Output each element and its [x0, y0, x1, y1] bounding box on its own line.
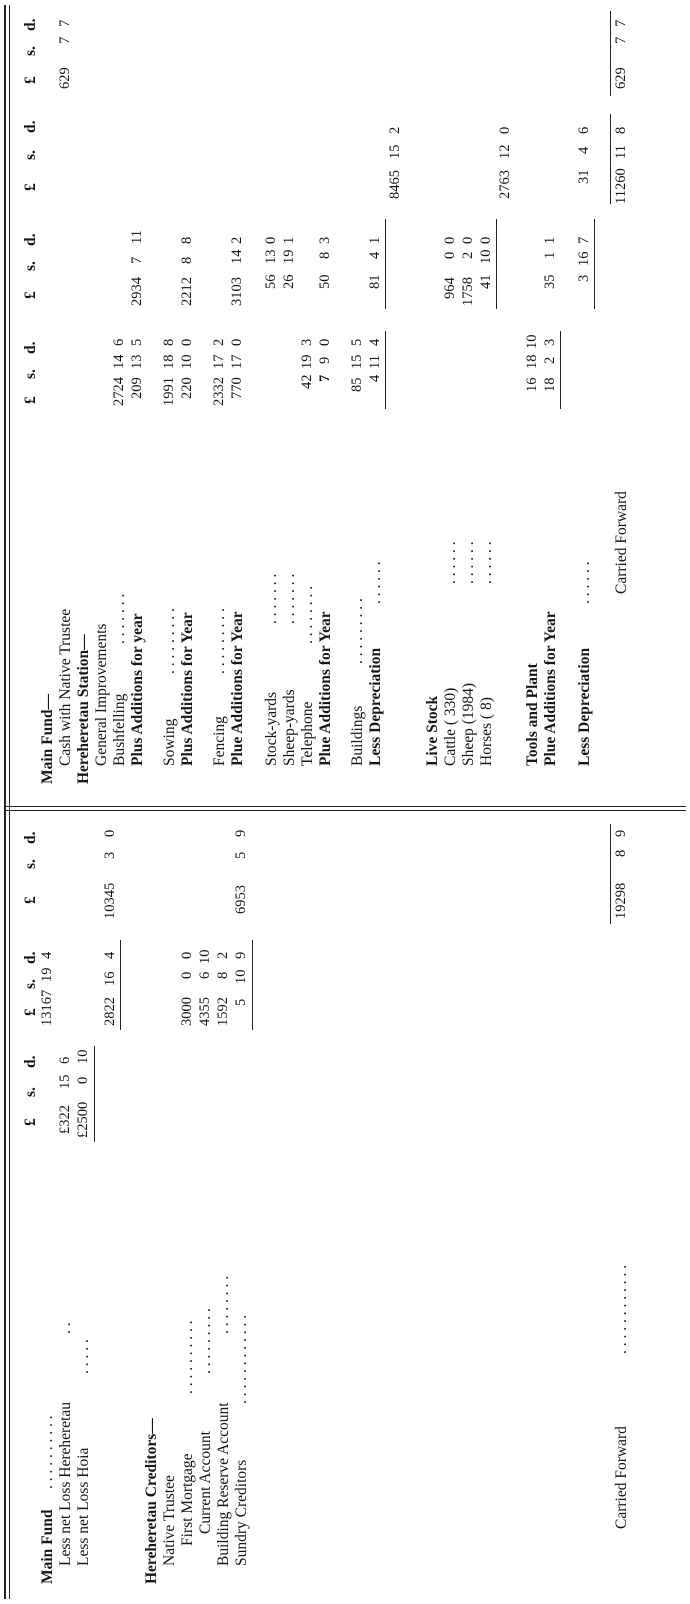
tools-total-d: 6 — [576, 126, 592, 134]
dot-leader: . . — [57, 1322, 74, 1334]
cattle-label: Cattle ( 330) — [442, 687, 459, 766]
stock-yards-pound: 56 — [263, 274, 279, 289]
buildings-d: 5 — [349, 338, 365, 346]
main-total-s: 7 — [613, 36, 629, 44]
tools-less-s: 16 — [576, 251, 592, 266]
grand-total-d: 9 — [613, 829, 629, 837]
header-shilling-r1: s. — [22, 369, 39, 379]
header-shilling-2: s. — [22, 979, 39, 989]
improvements-total-d: 2 — [387, 126, 403, 134]
loss-hoia-pound: £2500 — [75, 1101, 91, 1138]
live-stock-total-pound: 2763 — [497, 170, 513, 199]
first-mortgage-d: 0 — [179, 951, 195, 959]
dot-leader: . . . . . . — [367, 561, 384, 604]
bushfelling-add-label: Plus Additions for year — [129, 613, 146, 766]
bushfelling-d: 6 — [111, 338, 127, 346]
sheep-yards-label: Sheep-yards — [281, 689, 298, 766]
header-pence-r2: d. — [22, 233, 39, 246]
main-total-pound: 629 — [613, 67, 629, 89]
dot-leader: . . . . . — [75, 1339, 92, 1374]
creditors-total-pound: 6953 — [233, 885, 249, 914]
bushfelling-add-d: 5 — [129, 338, 145, 346]
main-fund-label: Main Fund — [39, 1509, 56, 1584]
dot-leader: . . . . . . . — [263, 573, 280, 624]
improvements-total-pound: 8465 — [387, 170, 403, 199]
current-account-s: 6 — [197, 971, 213, 979]
horses-d: 0 — [478, 236, 494, 244]
horses-pound: 41 — [478, 274, 494, 289]
subtotal-rule — [560, 331, 561, 409]
sheep-pound: 1758 — [460, 277, 476, 306]
subtotal-rule — [594, 219, 595, 309]
column-divider — [4, 810, 686, 811]
bushfelling-pound: 2724 — [111, 377, 127, 406]
sowing-add-pound: 220 — [179, 377, 195, 399]
cash-d: 7 — [57, 19, 73, 27]
bushfelling-total-pound: 2934 — [129, 277, 145, 306]
sundry-creditors-d: 9 — [233, 951, 249, 959]
fencing-total-d: 2 — [229, 236, 245, 244]
main-fund-total-s: 3 — [102, 851, 118, 859]
net-main-fund-s: 16 — [102, 971, 118, 986]
station-total-pound: 11260 — [613, 168, 629, 204]
sowing-add-d: 0 — [179, 338, 195, 346]
station-total-d: 8 — [613, 126, 629, 134]
buildings-total-d: 1 — [367, 236, 383, 244]
carried-forward-left: Carried Forward — [613, 1426, 630, 1529]
creditors-total-d: 9 — [233, 829, 249, 837]
telephone-add-d: 0 — [317, 338, 333, 346]
fencing-d: 2 — [211, 338, 227, 346]
telephone-total-s: 8 — [317, 251, 333, 259]
total-rule — [610, 824, 611, 924]
telephone-add-label: Plue Additions for Year — [317, 611, 334, 766]
dot-leader: . . . . . . . . . — [197, 1308, 214, 1374]
sundry-creditors-pound: 5 — [233, 998, 249, 1006]
dot-leader: . . . . . . — [442, 541, 459, 584]
fencing-total-pound: 3103 — [229, 277, 245, 306]
header-pound-r3: £ — [22, 183, 39, 191]
header-shilling-r3: s. — [22, 150, 39, 160]
live-stock-total-d: 0 — [497, 126, 513, 134]
creditors-heading: Hereheretau Creditors— — [143, 1418, 160, 1584]
cash-s: 7 — [57, 36, 73, 44]
tools-sub-pound: 35 — [542, 274, 558, 289]
grand-total-pound: 19298 — [613, 882, 629, 919]
dot-leader: . . . . . . . . — [299, 585, 316, 644]
fencing-s: 17 — [211, 354, 227, 369]
header-pound-r2: £ — [22, 291, 39, 299]
current-account-pound: 4355 — [197, 997, 213, 1026]
header-pence-2: d. — [22, 951, 39, 964]
telephone-add-pound: 7 — [317, 374, 333, 382]
telephone-add-s: 9 — [317, 356, 333, 364]
telephone-pound: 42 — [299, 374, 315, 389]
telephone-s: 19 — [299, 354, 315, 369]
telephone-total-d: 3 — [317, 236, 333, 244]
header-pound-1: £ — [22, 1118, 39, 1126]
buildings-less-s: 11 — [367, 355, 383, 369]
fencing-add-s: 17 — [229, 354, 245, 369]
sowing-total-pound: 2212 — [179, 277, 195, 306]
dot-leader: . . . . . . — [478, 541, 495, 584]
buildings-total-pound: 81 — [367, 274, 383, 289]
current-account-label: Current Account — [197, 1431, 214, 1534]
live-stock-total-s: 12 — [497, 144, 513, 159]
dot-leader: . . . . . . . . . . . . — [613, 1264, 630, 1354]
sheep-d: 0 — [460, 236, 476, 244]
loss-hereheretau-d: 6 — [57, 1056, 73, 1064]
dot-leader: . . . . . . — [460, 541, 477, 584]
sowing-add-s: 10 — [179, 354, 195, 369]
improvements-total-s: 15 — [387, 144, 403, 159]
header-pence-3: d. — [22, 831, 39, 844]
subtotal-rule — [385, 219, 386, 309]
creditors-total-s: 5 — [233, 851, 249, 859]
sheep-label: Sheep (1984) — [460, 682, 477, 766]
tools-s: 18 — [524, 354, 540, 369]
header-pound-r1: £ — [22, 396, 39, 404]
sheep-yards-s: 19 — [281, 249, 297, 264]
sheep-s: 2 — [460, 251, 476, 259]
buildings-total-s: 4 — [367, 251, 383, 259]
horses-s: 10 — [478, 249, 494, 264]
sheep-yards-d: 1 — [281, 236, 297, 244]
main-fund-d: 4 — [39, 951, 55, 959]
column-divider-2 — [4, 806, 686, 807]
dot-leader: . . . . . . . . . . — [39, 1415, 56, 1489]
tools-add-s: 2 — [542, 356, 558, 364]
loss-hereheretau-pound: £322 — [57, 1105, 73, 1134]
fencing-add-pound: 770 — [229, 377, 245, 399]
dot-leader: . . . . . . . — [111, 593, 128, 644]
less-loss-hereheretau-label: Less net Loss Hereheretau — [57, 1402, 74, 1566]
fencing-add-d: 0 — [229, 338, 245, 346]
net-main-fund-pound: 2822 — [102, 997, 118, 1026]
buildings-label: Buildings — [349, 705, 366, 766]
buildings-less-label: Less Depreciation — [367, 647, 384, 766]
main-fund-total-pound: 10345 — [102, 882, 118, 919]
tools-less-label: Less Depreciation — [576, 647, 593, 766]
header-shilling-r2: s. — [22, 261, 39, 271]
tools-less-pound: 3 — [576, 274, 592, 282]
native-trustee-label: Native Trustee — [161, 1475, 178, 1566]
sundry-creditors-label: Sundry Creditors — [233, 1459, 250, 1566]
header-pound-2: £ — [22, 1008, 39, 1016]
main-fund-total-d: 0 — [102, 829, 118, 837]
loss-hereheretau-s: 15 — [57, 1074, 73, 1089]
header-pence-1: d. — [22, 1055, 39, 1068]
cash-pound: 629 — [57, 67, 73, 89]
cattle-d: 0 — [442, 236, 458, 244]
telephone-d: 3 — [299, 338, 315, 346]
header-shilling-r4: s. — [22, 46, 39, 56]
header-pence-r1: d. — [22, 341, 39, 354]
building-reserve-d: 2 — [215, 951, 231, 959]
tools-add-label: Plue Additions for Year — [542, 611, 559, 766]
first-mortgage-s: 0 — [179, 971, 195, 979]
subtotal-rule — [120, 940, 121, 1030]
tools-add-pound: 18 — [542, 377, 558, 392]
cattle-pound: 964 — [442, 277, 458, 299]
loss-hoia-d: 10 — [75, 1049, 91, 1064]
bushfelling-s: 14 — [111, 354, 127, 369]
tools-less-d: 7 — [576, 236, 592, 244]
dot-leader: . . . . . . . . . — [349, 598, 366, 664]
sowing-d: 8 — [161, 338, 177, 346]
loss-hoia-s: 0 — [75, 1076, 91, 1084]
bushfelling-add-s: 13 — [129, 354, 145, 369]
bushfelling-total-d: 11 — [129, 230, 145, 244]
buildings-s: 15 — [349, 354, 365, 369]
dot-leader: . . . . . . . . . . . . — [233, 1314, 250, 1404]
dot-leader: . . . . . . . . . — [211, 608, 228, 674]
stock-yards-label: Stock-yards — [263, 691, 280, 766]
header-pence-r4: d. — [22, 18, 39, 31]
sowing-label: Sowing — [161, 718, 178, 766]
general-improvements-label: General Improvements — [93, 623, 110, 766]
sowing-s: 18 — [161, 354, 177, 369]
first-mortgage-label: First Mortgage — [179, 1453, 196, 1546]
fencing-total-s: 14 — [229, 249, 245, 264]
bushfelling-label: Bushfelling — [111, 693, 128, 766]
top-rule-thin — [9, 5, 10, 1599]
sowing-add-label: Plus Additions for Year — [179, 612, 196, 766]
dot-leader: . . . . . . . . . . — [179, 1320, 196, 1394]
buildings-less-pound: 4 — [367, 374, 383, 382]
building-reserve-label: Building Reserve Account — [215, 1402, 232, 1566]
bushfelling-add-pound: 209 — [129, 377, 145, 399]
fencing-add-label: Plue Additions for Year — [229, 611, 246, 766]
cattle-s: 0 — [442, 251, 458, 259]
dot-leader: . . . . . . . . . — [161, 608, 178, 674]
subtotal-rule — [385, 331, 386, 409]
tools-add-d: 3 — [542, 338, 558, 346]
first-mortgage-pound: 3000 — [179, 997, 195, 1026]
current-account-d: 10 — [197, 949, 213, 964]
header-pence-r3: d. — [22, 120, 39, 133]
dot-leader: . . . . . . . — [281, 573, 298, 624]
main-fund-pound: 13167 — [39, 989, 55, 1026]
tools-sub-s: 1 — [542, 251, 558, 259]
main-fund-s: 19 — [39, 967, 55, 982]
station-heading: Hereheretau Station— — [75, 634, 92, 784]
right-main-fund: Main Fund— — [39, 693, 56, 784]
top-rule — [4, 5, 6, 1599]
tools-d: 10 — [524, 334, 540, 349]
header-shilling-3: s. — [22, 859, 39, 869]
building-reserve-s: 8 — [215, 971, 231, 979]
sowing-pound: 1991 — [161, 377, 177, 406]
subtotal-rule — [252, 940, 253, 1030]
dot-leader: . . . . . . . . — [215, 1275, 232, 1334]
total-rule — [610, 11, 611, 96]
station-total-s: 11 — [613, 145, 629, 159]
header-pound-r4: £ — [22, 76, 39, 84]
fencing-pound: 2332 — [211, 377, 227, 406]
telephone-total-pound: 50 — [317, 274, 333, 289]
horses-label: Horses ( 8) — [478, 697, 495, 766]
dot-leader: . . . . . . — [576, 561, 593, 604]
less-loss-hoia-label: Less net Loss Hoia — [75, 1447, 92, 1566]
total-rule — [610, 114, 611, 204]
net-main-fund-d: 4 — [102, 951, 118, 959]
building-reserve-pound: 1592 — [215, 997, 231, 1026]
stock-yards-s: 13 — [263, 249, 279, 264]
sowing-total-d: 8 — [179, 236, 195, 244]
sowing-total-s: 8 — [179, 256, 195, 264]
grand-total-s: 8 — [613, 849, 629, 857]
fencing-label: Fencing — [211, 716, 228, 766]
live-stock-heading: Live Stock — [424, 695, 441, 766]
subtotal-rule — [94, 1046, 95, 1142]
header-pound-3: £ — [22, 896, 39, 904]
tools-pound: 16 — [524, 377, 540, 392]
buildings-less-d: 4 — [367, 338, 383, 346]
main-total-d: 7 — [613, 19, 629, 27]
tools-total-pound: 31 — [576, 169, 592, 184]
sundry-creditors-s: 10 — [233, 969, 249, 984]
header-shilling-1: s. — [22, 1087, 39, 1097]
telephone-label: Telephone — [299, 701, 316, 766]
sheep-yards-pound: 26 — [281, 274, 297, 289]
stock-yards-d: 0 — [263, 236, 279, 244]
subtotal-rule — [496, 219, 497, 309]
cash-with-trustee-label: Cash with Native Trustee — [57, 608, 74, 766]
buildings-pound: 85 — [349, 377, 365, 392]
tools-sub-d: 1 — [542, 236, 558, 244]
bushfelling-total-s: 7 — [129, 256, 145, 264]
tools-total-s: 4 — [576, 146, 592, 154]
carried-forward-right: Carried Forward — [613, 491, 630, 594]
tools-heading: Tools and Plant — [524, 663, 541, 766]
